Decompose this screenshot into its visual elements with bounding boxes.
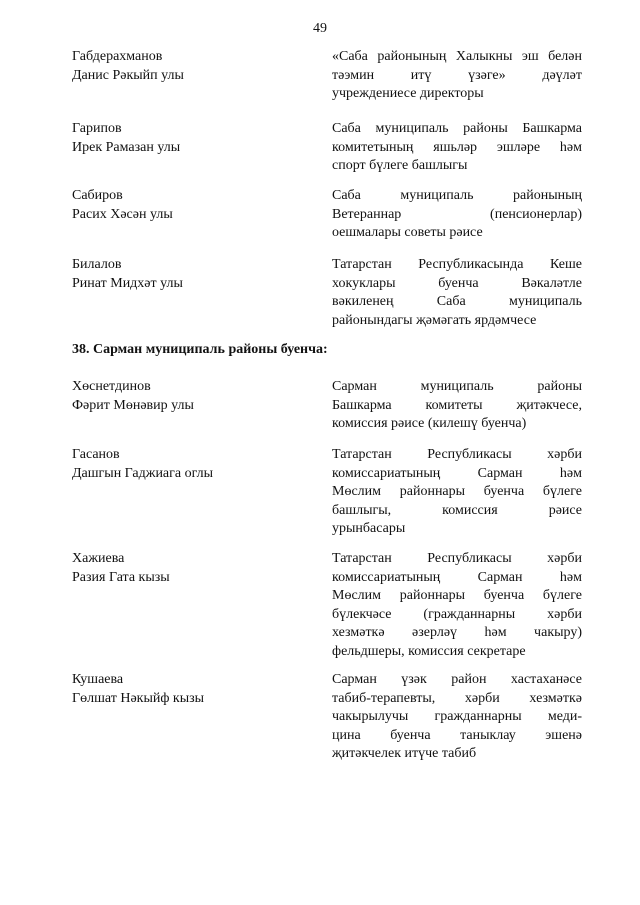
person-name — [72, 671, 312, 708]
role-line: җитәкчелек итүче табиб — [332, 746, 477, 761]
role-line: спорт бүлеге башлыгы — [332, 158, 468, 173]
role-line: Татарстан Республикасында Кеше — [332, 257, 582, 272]
given-name: Дашгын Гаджиага оглы — [72, 465, 214, 481]
role-line: Мөслим районнары буенча бүлеге — [332, 588, 582, 603]
role-line: оешмалары советы рәисе — [332, 225, 483, 240]
role-line: хокуклары буенча Вәкаләтле — [332, 275, 582, 291]
role-line: тәэмин итү үзәге» дәүләт — [332, 67, 582, 83]
role-line: табиб-терапевты, хәрби хезмәткә — [332, 690, 582, 706]
person-name — [72, 378, 312, 415]
given-name: Ирек Рамазан улы — [72, 139, 181, 155]
person-role — [332, 48, 582, 104]
role-line: комитетының яшьләр эшләре һәм — [332, 139, 582, 155]
role-line: чакырылучы гражданнарны меди- — [332, 709, 582, 724]
person-role — [332, 187, 582, 243]
role-line: цина буенча таныклау эшенә — [332, 727, 582, 743]
role-line: Мөслим районнары буенча бүлеге — [332, 484, 582, 499]
page-number: 49 — [313, 21, 327, 36]
given-name: Ринат Мидхәт улы — [72, 275, 183, 291]
role-line: комиссариатының Сарман һәм — [332, 569, 582, 585]
role-line: Ветераннар (пенсионерлар) — [332, 206, 582, 222]
person-name — [72, 256, 312, 293]
person-name — [72, 550, 312, 587]
role-line: Татарстан Республикасы хәрби — [332, 551, 582, 566]
person-name — [72, 120, 312, 157]
role-line: учреждениесе директоры — [332, 86, 484, 101]
surname: Кушаева — [72, 672, 124, 687]
role-line: фельдшеры, комиссия секретаре — [332, 643, 526, 659]
person-role — [332, 550, 582, 661]
role-line: башлыгы, комиссия рәисе — [332, 502, 582, 518]
person-role — [332, 120, 582, 176]
role-line: Башкарма комитеты җитәкчесе, — [332, 397, 582, 413]
person-role — [332, 378, 582, 434]
person-role — [332, 256, 582, 330]
role-line: вәкиленең Саба муниципаль — [332, 294, 582, 309]
person-role — [332, 446, 582, 539]
role-line: хезмәткә әзерләү һәм чакыру) — [332, 625, 582, 640]
given-name: Разия Гата кызы — [72, 569, 170, 585]
role-line: районындагы җәмәгать ярдәмчесе — [332, 312, 537, 328]
section-heading: 38. Сарман муниципаль районы буенча: — [72, 342, 328, 357]
surname: Сабиров — [72, 188, 123, 203]
surname: Хажиева — [72, 551, 125, 566]
surname: Гарипов — [72, 121, 122, 136]
given-name: Расих Хәсән улы — [72, 206, 173, 222]
person-role — [332, 671, 582, 764]
role-line: Сарман муниципаль районы — [332, 379, 582, 394]
person-name — [72, 48, 312, 85]
role-line: Саба муниципаль районы Башкарма — [332, 121, 582, 136]
role-line: «Саба районының Халыкны эш белән — [332, 49, 582, 64]
surname: Гасанов — [72, 447, 120, 462]
given-name: Данис Рәкыйп улы — [72, 67, 184, 83]
role-line: Сарман үзәк район хастаханәсе — [332, 672, 582, 687]
given-name: Фәрит Мөнәвир улы — [72, 397, 194, 413]
role-line: Саба муниципаль районының — [332, 188, 582, 203]
surname: Билалов — [72, 257, 122, 272]
surname: Хөснетдинов — [72, 379, 151, 394]
role-line: бүлекчәсе (гражданнарны хәрби — [332, 606, 582, 622]
role-line: Татарстан Республикасы хәрби — [332, 447, 582, 462]
person-name — [72, 446, 312, 483]
surname: Габдерахманов — [72, 49, 163, 64]
role-line: комиссия рәисе (килешү буенча) — [332, 416, 527, 431]
role-line: комиссариатының Сарман һәм — [332, 465, 582, 481]
given-name: Гөлшат Нәкыйф кызы — [72, 690, 205, 706]
role-line: урынбасары — [332, 521, 406, 536]
person-name — [72, 187, 312, 224]
